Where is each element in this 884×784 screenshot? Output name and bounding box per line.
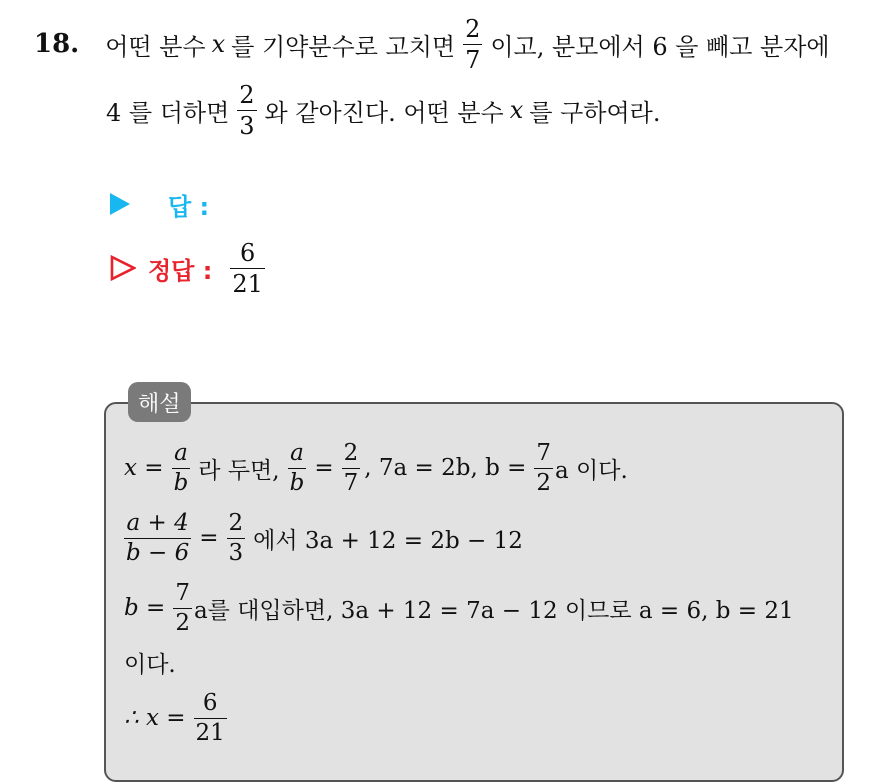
fraction-denominator: 3 xyxy=(239,111,255,140)
fraction-numerator: a xyxy=(290,439,304,466)
fraction xyxy=(173,579,192,636)
fraction-denominator: 2 xyxy=(175,609,190,636)
question-text: 를 기약분수로 고치면 xyxy=(231,32,456,61)
solution-line-3 xyxy=(124,576,794,640)
fraction-denominator: b xyxy=(173,469,189,496)
fraction-numerator: 7 xyxy=(536,439,552,466)
variable-x: x xyxy=(211,30,226,58)
solution-line-4 xyxy=(124,642,176,682)
fraction-numerator: 2 xyxy=(465,14,481,43)
variable-x: x xyxy=(509,96,524,124)
fraction xyxy=(288,439,307,496)
fraction-numerator: 2 xyxy=(343,439,359,466)
answer-label: 답 : xyxy=(168,192,210,221)
solution-tag: 해설 xyxy=(128,382,191,422)
fraction xyxy=(172,439,191,496)
fraction-numerator: 7 xyxy=(175,579,190,606)
fraction-denominator: 2 xyxy=(536,469,552,496)
fraction-denominator: b xyxy=(289,469,305,496)
question-line-1 xyxy=(34,14,830,74)
math-text: = xyxy=(199,525,219,551)
fraction-numerator: 2 xyxy=(228,509,244,536)
play-triangle-icon xyxy=(110,193,130,215)
fraction-numerator: 2 xyxy=(239,80,255,109)
fraction-numerator: 6 xyxy=(202,689,218,716)
math-text: b = xyxy=(124,595,166,621)
fraction xyxy=(534,439,553,496)
fraction xyxy=(194,689,227,746)
solution-text: a를 대입하면, 3a + 12 = 7a − 12 이므로 a = 6, b = 21 xyxy=(193,597,794,624)
fraction-denominator: b − 6 xyxy=(126,539,190,566)
math-text: = xyxy=(314,455,334,481)
fraction-denominator: 7 xyxy=(465,45,481,74)
fraction xyxy=(463,14,482,74)
fraction-numerator: a xyxy=(174,439,188,466)
math-text: x = xyxy=(124,455,164,481)
outline-triangle-icon xyxy=(110,255,136,281)
question-text: 를 구하여라. xyxy=(529,98,661,127)
fraction xyxy=(237,80,256,140)
solution-text: 에서 3a + 12 = 2b − 12 xyxy=(253,527,523,554)
solution-text: a 이다. xyxy=(555,457,628,484)
fraction xyxy=(124,509,191,566)
fraction-numerator: a + 4 xyxy=(126,509,189,536)
fraction-numerator: 6 xyxy=(239,238,256,267)
fraction-denominator: 21 xyxy=(195,719,225,746)
math-text: ∴ x = xyxy=(124,705,186,731)
question-text: 이고, 분모에서 6 을 빼고 분자에 xyxy=(490,32,830,61)
solution-line-2 xyxy=(124,506,523,570)
question-line-2 xyxy=(106,80,660,140)
question-text: 어떤 분수 xyxy=(105,32,206,61)
fraction-denominator: 3 xyxy=(228,539,244,566)
fraction-denominator: 7 xyxy=(343,469,359,496)
solution-line-1 xyxy=(124,436,628,500)
question-text: 와 같아진다. 어떤 분수 xyxy=(264,98,504,127)
correct-answer-row xyxy=(110,240,269,296)
correct-answer-fraction xyxy=(230,238,265,298)
answer-row xyxy=(110,188,209,220)
math-text: , 7a = 2b, b = xyxy=(364,455,527,481)
question-text: 4 를 더하면 xyxy=(106,98,230,127)
correct-answer-label: 정답 : xyxy=(148,256,213,285)
question-number: 18. xyxy=(34,29,80,59)
fraction xyxy=(227,509,246,566)
solution-line-5 xyxy=(124,686,235,750)
solution-text: 라 두면, xyxy=(198,457,280,484)
fraction-denominator: 21 xyxy=(232,269,263,298)
solution-text: 이다. xyxy=(124,651,176,678)
fraction xyxy=(342,439,361,496)
